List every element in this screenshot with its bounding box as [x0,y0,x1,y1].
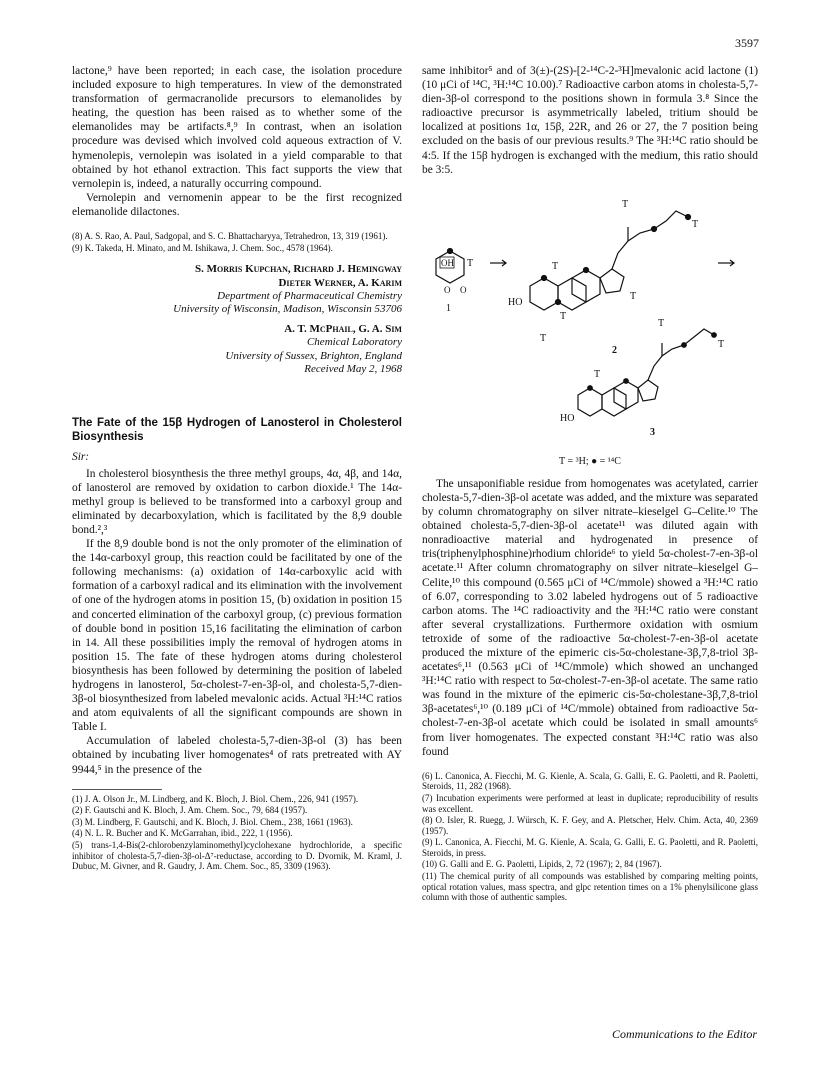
paragraph: Vernolepin and vernomenin appear to be the first recognized elemanolide dilactones. [72,191,402,218]
footnote: (5) trans-1,4-Bis(2-chlorobenzylaminomethyl)cyclohexane hydrochloride, a specific inhibitor of cholesta-5,7-dien-3β-ol-Δ⁷-reductase, according to D. Dvornik, M. Kraml, J. Dubuc, M. Givner, and R. Gaudry, J. Am. Chem. Soc., 85, 3309 (1963). [72,840,402,872]
author-names: Dieter Werner, A. Karim [278,276,402,289]
footnote: (1) J. A. Olson Jr., M. Lindberg, and K. Bloch, J. Biol. Chem., 226, 941 (1957). [72,793,359,804]
footnotes [72,231,402,253]
journal-section-footer: Communications to the Editor [612,1027,757,1041]
paragraph: The unsaponifiable residue from homogenates was acetylated, carrier cholesta-5,7-dien-3β-ol acetate was added, and the mixture was separated by column chromatography on silver nitrate–kieselgel G–Celite.¹⁰ The obtained cholesta-5,7-dien-3β-ol acetate¹¹ was diluted again with nonradioactive material and hydrogenated in presence of tris(triphenylphosphine)rhodium chloride⁶ to yield 5α-cholest-7-en-3β-ol acetate.¹¹ After column chromatography on silver nitrate–kieselgel G–Celite,¹⁰ this compound (0.565 μCi of ¹⁴C/mmole) showed a ³H:¹⁴C ratio of 6.07, corresponding to 3.02 labeled hydrogens out of 5 radioactive carbon atoms. The ¹⁴C radioactivity and the ³H:¹⁴C ratio were constant after several crystallizations. Furthermore oxidation with osmium tetroxide of some of the radioactive 5α-cholest-7-en-3β-ol acetate produced the mixture of the epimeric cis-5α-cholestane-3β,7,8-triol 3β-acetates⁶,¹¹ (0.563 μCi of ¹⁴C/mmole) which showed an unchanged ³H:¹⁴C ratio with respect to 5α-cholest-7-en-3β-ol acetate. The same ratio was found in the mixture of the epimeric cis-5α-cholestane-3β,7,8-triol 3β-acetates⁶,¹⁰ (0.189 μCi of ¹⁴C/mmole) obtained from radioactive 5α-cholest-7-en-3β-ol acetate which could be isolated in small amounts⁶ from liver homogenates. The expected constant ³H:¹⁴C ratio was also found [422,477,758,758]
footnote: (9) L. Canonica, A. Fiecchi, M. G. Kienle, A. Scala, G. Galli, E. G. Paoletti, and R. Paoletti, Steroids, in press. [422,837,758,858]
footnote: (11) The chemical purity of all compounds was established by comparing melting points, optical rotation values, mass spectra, and glpc retention times on a 1% phenylsilicone glass column with those of authentic samples. [422,871,758,903]
footnote: (9) K. Takeda, H. Minato, and M. Ishikawa, J. Chem. Soc., 4578 (1964). [72,242,333,253]
tritium-label: T [718,338,725,350]
figure-caption: T = ³H; ● = ¹⁴C [559,455,621,467]
footnote: (4) N. L. R. Bucher and K. McGarrahan, ibid., 222, 1 (1956). [72,828,293,839]
paragraph: Accumulation of labeled cholesta-5,7-dien-3β-ol (3) has been obtained by incubating liver homogenates⁴ of rats pretreated with AY 9944,⁵ in the presence of the [72,735,402,776]
author-names: S. Morris Kupchan, Richard J. Hemingway [195,263,402,276]
paragraph: lactone,⁹ have been reported; in each case, the isolation procedure included exposure to high temperatures. In view of the demonstrated transformation of germacranolide precursors to elemanolides by heating, the question has been raised as to whether some of the elemanolides may be artifacts.⁸,⁹ In contrast, when an isolation procedure was devised which involved cold aqueous extraction of V. hymenolepis, vernolepin was isolated in a yield comparable to that obtained by hot ethanol extraction. This fact supports the view that vernolepin is, indeed, a naturally occurring compound. [72,65,402,190]
footnote: (8) A. S. Rao, A. Paul, Sadgopal, and S. C. Bhattacharyya, Tetrahedron, 13, 319 (1961). [72,231,388,242]
affiliation: University of Sussex, Brighton, England [225,349,402,362]
tritium-label: T [692,218,699,230]
paragraph: If the 8,9 double bond is not the only promoter of the elimination of the 14α-carboxyl group, this reaction could be facilitated by one of the following mechanisms: (a) oxidation of 14α-carboxylic acid with formation of a carboxyl radical and its elimination with the involvement of one of the hydrogen atoms in position 15, (b) oxidation in position 15 and concerted elimination of the carboxyl group, (c) previous formation of double bond in position 15,16 facilitating the elimination of carbon in 14. All these possibilities imply the removal of hydrogen atoms in position 15. The fate of these hydrogen atoms during cholesterol biosynthesis has been followed by determining the position of labeled hydrogens in lanosterol, 5α-cholest-7-en-3β-ol, and cholesta-5,7-dien-3β-ol biosynthesized from labeled mevalonic acids. Actual ³H:¹⁴C ratios and atom equivalents of all the significant compounds are shown in Table I. [72,538,402,734]
compound-3 [560,318,724,438]
tritium-label: T [630,290,637,302]
tritium-label: T [658,317,665,329]
tritium-label: T [467,257,474,269]
footnotes [72,789,402,872]
tritium-label: T [560,310,567,322]
oh-label: OH [441,257,454,268]
tritium-label: T [540,332,547,344]
hydroxyl-label: HO [560,412,575,424]
compound-number: 1 [446,302,451,314]
footnotes [422,771,758,903]
author-names: A. T. McPhail, G. A. Sim [284,322,402,335]
chemical-structures [422,181,758,451]
tritium-label: T [552,260,559,272]
footnote: (7) Incubation experiments were performed at least in duplicate; reproducibility of results was excellent. [422,792,758,814]
salutation: Sir: [72,451,90,464]
footnote: (2) F. Gautschi and K. Bloch, J. Am. Chem. Soc., 79, 684 (1957). [72,805,308,816]
footnote: (6) L. Canonica, A. Fiecchi, M. G. Kienle, A. Scala, G. Galli, E. G. Paoletti, and R. Paoletti, Steroids, 11, 282 (1968). [422,770,758,792]
structure-figure [422,181,758,451]
tritium-label: T [622,198,629,210]
affiliation: Chemical Laboratory [306,336,402,349]
right-column [422,64,758,904]
compound-1 [436,248,473,314]
affiliation: Department of Pharmaceutical Chemistry [217,290,402,303]
article-title: The Fate of the 15β Hydrogen of Lanosterol in Cholesterol Biosynthesis [72,417,402,444]
hydroxyl-label: HO [508,296,523,308]
oxygen-label: O [460,284,467,295]
footnote: (8) O. Isler, R. Ruegg, J. Würsch, K. F. Gey, and A. Pletscher, Helv. Chim. Acta, 40, 2369 (1957). [422,815,758,836]
paragraph: same inhibitor⁵ and of 3(±)-(2S)-[2-¹⁴C-2-³H]mevalonic acid lactone (1) (10 μCi of ¹⁴C, ³H:¹⁴C 10.00).⁷ Radioactive carbon atoms in cholesta-5,7-dien-3β-ol correspond to the positions shown in formula 3.⁸ Since the radioactive precursor is asymmetrically labeled, tritium should be localized at positions 1α, 15β, 22R, and 26 or 27, the 7 position being excluded on the basis of our previous results.⁹ The ³H:¹⁴C ratio should be 4:5. If the 15β hydrogen is exchanged with the medium, this ratio should be 3:5. [422,65,758,176]
author-block [72,263,402,376]
oxygen-label: O [444,284,451,295]
compound-number: 2 [612,344,617,356]
compound-number: 3 [650,426,655,438]
footnote: (10) G. Galli and E. G. Paoletti, Lipids, 2, 72 (1967); 2, 84 (1967). [422,859,662,870]
compound-2 [508,199,698,356]
paragraph: In cholesterol biosynthesis the three methyl groups, 4α, 4β, and 14α, of lanosterol are removed by oxidation to carbon dioxide.¹ The 14α-methyl group is believed to be transformed into a carboxyl group and eliminated by decarboxylation, which is facilitated by the 8,9 double bond.²,³ [72,467,402,536]
received-date: Received May 2, 1968 [304,363,402,376]
footnote: (3) M. Lindberg, F. Gautschi, and K. Bloch, J. Biol. Chem., 238, 1661 (1963). [72,816,353,827]
page-number: 3597 [735,36,759,50]
left-column [72,64,402,873]
affiliation: University of Wisconsin, Madison, Wisconsin 53706 [173,303,402,316]
tritium-label: T [594,368,601,380]
